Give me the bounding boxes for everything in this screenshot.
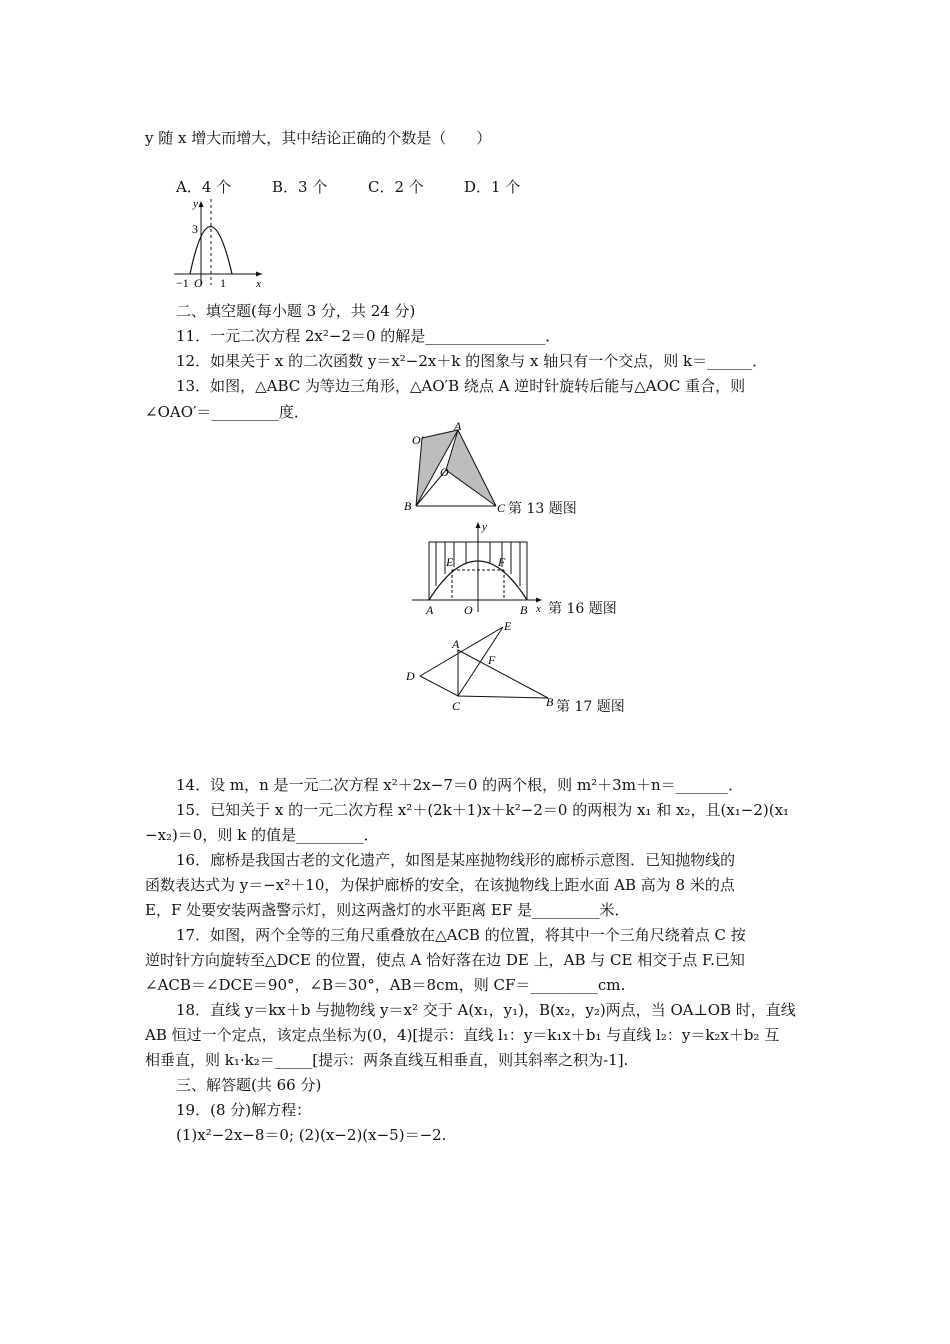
figure-17 (400, 618, 560, 718)
fig17-b: B (546, 695, 554, 709)
q10-options (176, 177, 520, 197)
graph-y-label: y (193, 198, 198, 210)
q15-line1: 15．已知关于 x 的一元二次方程 x²＋(2k＋1)x＋k²−2＝0 的两根为 x₁ 和 x₂，且(x₁−2)(x₁ (176, 801, 790, 819)
fig16-b: B (520, 603, 528, 616)
q17-line2: 逆时针方向旋转至△DCE 的位置，使点 A 恰好落在边 DE 上，AB 与 CE 相交于点 F.已知 (145, 951, 745, 969)
graph-tick-minus1: −1 (176, 276, 189, 289)
q18-line2: AB 恒过一个定点，该定点坐标为(0，4)[提示：直线 l₁：y＝k₁x＋b₁ 与直线 l₂：y＝k₂x＋b₂ 互 (145, 1026, 780, 1044)
q18-line3: 相垂直，则 k₁·k₂＝_____[提示：两条直线互相垂直，则其斜率之积为-1]. (145, 1051, 629, 1069)
section2-title: 二、填空题(每小题 3 分，共 24 分) (176, 302, 416, 320)
fig17-e: E (504, 619, 512, 633)
fig17-a: A (452, 637, 460, 651)
fig16-o: O (464, 603, 473, 616)
graph-origin: O (194, 276, 203, 289)
q16-line1: 16．廊桥是我国古老的文化遗产，如图是某座抛物线形的廊桥示意图．已知抛物线的 (176, 851, 736, 869)
fig13-o-prime: O′ (412, 433, 424, 447)
fig17-d: D (406, 669, 415, 683)
fig16-e: E (446, 555, 454, 569)
option-d: D．1 个 (464, 178, 521, 196)
option-c: C．2 个 (368, 178, 424, 196)
fig16-a: A (426, 603, 434, 616)
q13-line1: 13．如图，△ABC 为等边三角形，△AO′B 绕点 A 逆时针旋转后能与△AOC 重合，则 (176, 377, 746, 395)
q17-line1: 17．如图，两个全等的三角尺重叠放在△ACB 的位置，将其中一个三角尺绕着点 C 按 (176, 926, 746, 944)
figure-16 (408, 520, 548, 616)
fig17-c: C (452, 699, 461, 713)
figure-13 (398, 418, 518, 518)
q14: 14．设 m，n 是一元二次方程 x²＋2x−7＝0 的两个根，则 m²＋3m＋n＝_______． (176, 776, 744, 794)
fig16-y: y (482, 521, 487, 533)
graph-tick-3: 3 (192, 222, 198, 236)
q15-line2: −x₂)＝0，则 k 的值是_________． (145, 826, 379, 844)
parabola-graph (168, 197, 268, 289)
fig13-o: O (440, 465, 449, 479)
q12: 12．如果关于 x 的二次函数 y＝x²−2x＋k 的图象与 x 轴只有一个交点，则 k＝______． (176, 352, 768, 370)
fig16-f: F (498, 555, 506, 569)
fig13-b: B (404, 499, 412, 513)
fig13-a: A (454, 419, 462, 433)
q16-line3: E，F 处要安装两盏警示灯，则这两盏灯的水平距离 EF 是_________米． (145, 901, 630, 919)
fig16-x: x (536, 603, 541, 615)
q13-line2: ∠OAO′＝_________度． (145, 403, 309, 421)
fig17-f: F (488, 653, 496, 667)
graph-x-label: x (256, 278, 261, 289)
fig13-caption: 第 13 题图 (508, 501, 577, 517)
fig17-caption: 第 17 题图 (556, 699, 625, 715)
section3-title: 三、解答题(共 66 分) (176, 1076, 322, 1094)
q19: 19．(8 分)解方程： (176, 1101, 312, 1119)
q10-tail: y 随 x 增大而增大，其中结论正确的个数是（ ） (145, 129, 492, 147)
q17-line3: ∠ACB＝∠DCE＝90°，∠B＝30°，AB＝8cm，则 CF＝_________cm. (145, 976, 626, 994)
q19-parts: (1)x²−2x−8＝0; (2)(x−2)(x−5)＝−2. (176, 1126, 447, 1144)
q18-line1: 18．直线 y＝kx＋b 与抛物线 y＝x² 交于 A(x₁，y₁)，B(x₂，y₂)两点，当 OA⊥OB 时，直线 (176, 1001, 796, 1019)
option-a: A．4 个 (176, 178, 232, 196)
q16-line2: 函数表达式为 y＝−x²＋10，为保护廊桥的安全，在该抛物线上距水面 AB 高为 8 米的点 (145, 876, 735, 894)
q11: 11．一元二次方程 2x²−2＝0 的解是________________． (176, 327, 561, 345)
option-b: B．3 个 (272, 178, 328, 196)
fig16-caption: 第 16 题图 (548, 601, 617, 617)
graph-tick-1: 1 (220, 276, 226, 289)
fig13-c: C (497, 501, 506, 515)
